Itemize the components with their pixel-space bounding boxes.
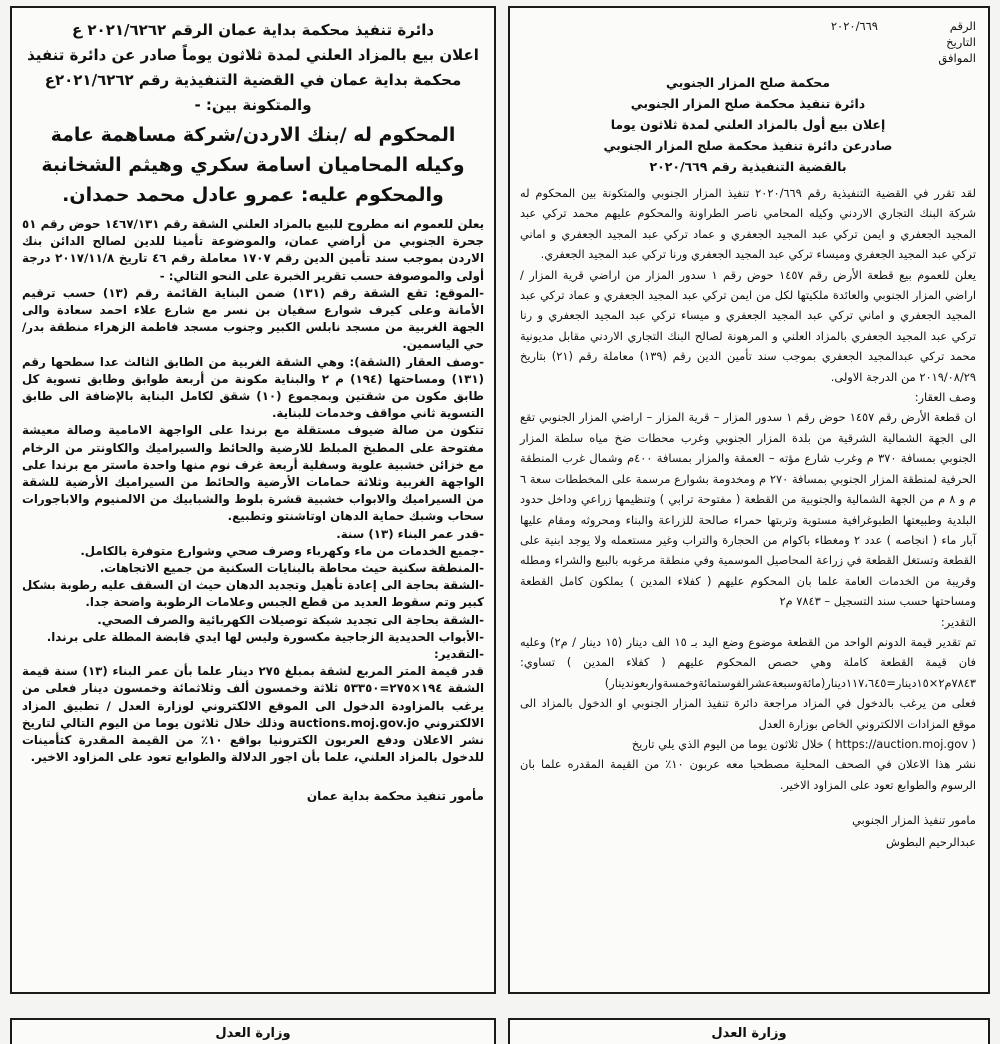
notice-body — [520, 183, 976, 795]
number-label: الرقم — [949, 19, 976, 33]
paragraph: ان قطعة الأرض رقم ١٤٥٧ حوض رقم ١ سدور المزار – قرية المزار – اراضي المزار الجنوبي تقع الى الجهة الشمالية الشرقية من بلدة المزار الجنوبي وغرب محطات ضخ مياه سلطة المزار الجنوبي بمسافة ٣٧٠ م وغرب شارع مؤته – العمقة والمزار بمسافة ٤٠٠م وشمال غرب المنطقة الحرفية لمنطقة المزار الجنوبي بمسافة ٢٧٠ م ومخدومة بشوارع مرسمة على المخططات سعة ٦ م و ٨ م من الجهة الشمالية والجنوبية من القطعة ( مفتوحة ترابي ) وتنظيمها زراعي وداخل حدود البلدية وطبيعتها الطبوغرافية مستوية وتربتها حمراء صالحة للزراعة والبناء ومحروثه ومقام عليها آبار ماء ( انجاصه ) عدد ٢ ومغطاء باكوام من الحجارة والتراب وغير مستعمله ولا يوجد ابنية على القطعة وتستغل القطعة في زراعة المحاصيل الموسمية وفي منطقة مرغوبه بالبيع والشراء ومطله وقريبة من الخدمات العامة علما بان المحكوم عليهم ( كفلاء المدين ) يملكون كامل القطعة ومساحتها حسب سند التسجيل – ٧٨٤٣ م٢ — [520, 410, 977, 609]
notice-heading — [520, 72, 976, 177]
signature-title: مامور تنفيذ المزار الجنوبي — [852, 813, 976, 828]
section-label: -التقدير: — [434, 647, 484, 662]
paragraph: -وصف العقار (الشقة): وهي الشقة الغربية من الطابق الثالث عدا سطحها رقم (١٣١) ومساحتها (١٩٤) م ٢ والبناية مكونة من أربعة طوابق وطابق تسوية كل طابق مكون من شقتين وبمجموع (١٠) شقق لكامل البناية بالإضافة الى طابق التسوية ثاني مواقف وخدمات للبناية. — [22, 354, 484, 421]
notice-body — [22, 216, 484, 767]
reference-block — [520, 18, 976, 66]
url-suffix: خلال ثلاثون يوما من اليوم الذي يلي تاريخ — [631, 736, 824, 751]
paragraph: لقد تقرر في القضية التنفيذية رقم ٢٠٢٠/٦٦٩ تنفيذ المزار الجنوبي والمتكونة بين المحكوم له شركة البنك التجاري الاردني وكيله المحامي ناصر الطراونة والمحكوم عليهم محمد تركي عبد المجيد الجعفري و ايمن تركي عبد المجيد الجعفري و عماد تركي عبد المجيد الجعفري و اماني تركي عبد المجيد الجعفري وميساء تركي عبد المجيد الجعفري ورنا تركي عبد المجيد الجعفري. — [520, 186, 976, 262]
number-value: ٢٠٢٠/٦٦٩ — [830, 19, 878, 33]
paragraph: تم تقدير قيمة الدونم الواحد من القطعة موضوع وضع اليد بـ ١٥ الف دينار (١٥ دينار / م٢) وعليه فان قيمة القطعة كاملة وهي حصص المحكوم عليهم ( كفلاء المدين ) تساوي: ٧٨٤٣م٢×١٥دينار=١١٧،٦٤٥دينار(مائةوسبعةعشرالفوستمائةوخمسةواربعوندينار) — [520, 634, 976, 690]
ministry-title: وزارة العدل — [215, 1026, 291, 1041]
closing-paragraph: نشر هذا الاعلان في الصحف المحلية مصطحبا معه عربون ١٠٪ من القيمة المقدره علما بان الرسوم والطوابع تعود على المزاود الاخير. — [520, 757, 976, 792]
signature: مأمور تنفيذ محكمة بداية عمان — [306, 788, 484, 803]
notice-heading — [22, 18, 484, 118]
party-line: المحكوم له /بنك الاردن/شركة مساهمة عامة — [50, 124, 456, 146]
ministry-title: وزارة العدل — [711, 1026, 787, 1041]
heading-line: اعلان بيع بالمزاد العلني لمدة ثلاثون يوماً صادر عن دائرة تنفيذ — [27, 46, 479, 64]
party-line: والمحكوم عليه: عمرو عادل محمد حمدان. — [62, 184, 444, 206]
url-line — [520, 734, 976, 754]
paragraph: تتكون من صالة ضيوف مستقلة مع برندا على الواجهة الامامية وصالة معيشة مفتوحة على المطبخ المبلط للارضية والحائط والسيراميك والكاونتر من الرخام مع خزائن خشبية علوية وسفلية أربعة غرف نوم منها واحدة ماستر مع برندا على الواجهة الغربية وثلاثة حمامات الأرضية والحائط من السيراميك الأرضية للشقة من السيراميك والابواب خشبية قشرة بلوط والشبابيك من الالمنيوم والاباجورات سحاب وشبك حماية الدهان اوتاشنتو وتطبيع. — [22, 423, 484, 524]
corresponding-label: الموافق — [938, 51, 976, 65]
heading-line: والمتكونة بين: - — [194, 96, 312, 114]
heading-line: دائرة تنفيذ محكمة بداية عمان الرقم ٢٠٢١/٦٢٦٢ ع — [71, 21, 435, 39]
date-label: التاريخ — [946, 35, 976, 49]
paragraph: -قدر عمر البناء (١٣) سنة. — [336, 526, 484, 541]
heading-line: بالقضية التنفيذية رقم ٢٠٢٠/٦٦٩ — [649, 159, 847, 174]
auction-notice-amman — [10, 6, 496, 994]
paragraph: قدر قيمة المتر المربع لشقة بمبلغ ٢٧٥ دينار علما بأن عمر البناء (١٣) سنة قيمة الشقة ١٩٤×٢٧٥=٥٣٣٥٠ ثلاثة وخمسون ألف وثلاثمائة وخمسون دينار فعلى من يرغب بالمزاودة الدخول الى الموقع الالكتروني لوزارة العدل / تطبيق المزاد الالكتروني auctions.moj.gov.jo وذلك خلال ثلاثون يوما من اليوم التالي لتاريخ نشر الاعلان ودفع العربون الكترونيا بواقع ١٠٪ من القيمة المقدرة كتأمينات للدخول بالمزاد العلني، علما بأن اجور الدلالة والطوابع تعود على المزاود الاخير. — [22, 664, 485, 765]
paragraph: -الشقة بحاجة الى إعادة تأهيل وتجديد الدهان حيث ان السقف عليه رطوبة بشكل كبير وتم سقوط العديد من قطع الجبس وعلامات الرطوبة واضحة جدا. — [22, 578, 484, 610]
heading-line: محكمة صلح المزار الجنوبي — [665, 75, 831, 90]
paragraph: -جميع الخدمات من ماء وكهرباء وصرف صحي وشوارع متوفرة بالكامل. — [80, 543, 484, 558]
heading-line: إعلان بيع أول بالمزاد العلني لمدة ثلاثون يوما — [610, 117, 886, 132]
paragraph: يعلن للعموم انه مطروح للبيع بالمزاد العلني الشقة رقم ١٤٦٧/١٣١ حوض رقم ٥١ جحرة الجنوبي من أراضي عمان، والموضوعة تأمينا للدين لصالح الدائن بنك الاردن بموجب سند تأمين الدين رقم ١٧٠٧ معاملة رقم ٤٦ تاريخ ٢٠١٧/١١/٨ درجة أولى والموصوفة حسب تقرير الخبرة على النحو التالي: - — [22, 217, 484, 283]
paragraph: فعلى من يرغب بالدخول في المزاد مراجعة دائرة تنفيذ المزار الجنوبي او الدخول بالمزاد الى موقع المزادات الالكتروني الخاص بوزارة العدل — [520, 696, 976, 731]
paragraph: -المنطقة سكنية حيث محاطة بالبنايات السكنية من جميع الاتجاهات. — [99, 561, 484, 576]
auction-url-link[interactable]: ( https://auction.moj.gov ) — [827, 736, 976, 751]
auction-notice-mazar — [508, 6, 990, 994]
paragraph: -الموقع: تقع الشقة رقم (١٣١) ضمن البناية القائمة رقم (١٣) حسب ترقيم الأمانة وعلى كيرف شوارع سفيان بن نسر مع شارع علاء احمد سعادة والى الجهة الغربية من مسجد نابلس الكبير وجنوب مسجد فاطمة الزهراء منطقة بدر/ حي الياسمين. — [22, 285, 484, 352]
next-notice-right — [508, 1018, 990, 1044]
section-label: التقدير: — [940, 614, 976, 629]
paragraph: يعلن للعموم بيع قطعة الأرض رقم ١٤٥٧ حوض رقم ١ سدور المزار من اراضي قرية المزار / اراضي المزار الجنوبي والعائدة ملكيتها لكل من ايمن تركي عبد المجيد الجعفري و عماد تركي عبد المجيد الجعفري و اماني تركي عبد المجيد الجعفري و ميساء تركي عبد المجيد الجعفري و رنا تركي عبد المجيد الجعفري بالمزاد العلني و المرهونة لصالح البنك التجاري الاردني مقابل مديونية محمد تركي عبدالمجيد الجعفري بموجب سند تأمين الدين رقم (١٣٩) معاملة رقم (٢١) بتاريخ ٢٠١٩/٠٨/٢٩ من الدرجة الاولى. — [520, 267, 976, 384]
section-label: وصف العقار: — [914, 390, 976, 405]
heading-line: صادرعن دائرة تنفيذ محكمة صلح المزار الجنوبي — [603, 138, 893, 153]
party-line: وكيله المحاميان اسامة سكري وهيثم الشخانبة — [41, 154, 465, 176]
next-notice-left — [10, 1018, 496, 1044]
paragraph: -الشقة بحاجة الى تجديد شبكة توصيلات الكهربائية والصرف الصحي. — [97, 612, 484, 627]
parties-block — [22, 120, 484, 210]
signature-name: عبدالرحيم البطوش — [885, 835, 976, 850]
heading-line: دائرة تنفيذ محكمة صلح المزار الجنوبي — [630, 96, 866, 111]
heading-line: محكمة بداية عمان في القضية التنفيذية رقم ٢٠٢١/٦٢٦٢ع — [44, 71, 462, 89]
signature-block — [520, 809, 976, 853]
paragraph: -الأبواب الحديدية الزجاجية مكسورة وليس لها ايدي قابضة المطلة على برندا. — [46, 629, 484, 644]
